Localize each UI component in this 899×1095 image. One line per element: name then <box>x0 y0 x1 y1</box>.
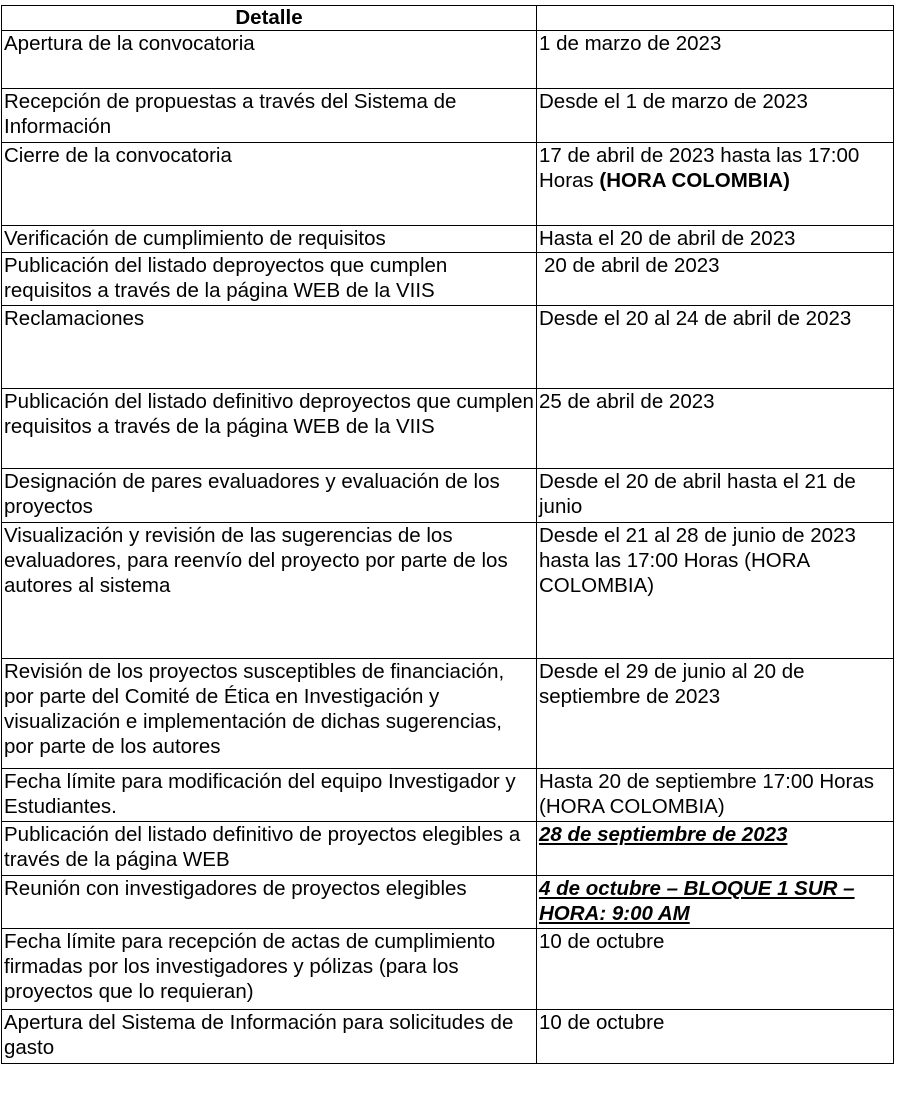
table-row <box>2 31 894 89</box>
detail-cell: Visualización y revisión de las sugerencias de los evaluadores, para reenvío del proyecto por parte de los autores al sistema <box>2 523 537 659</box>
detail-cell: Designación de pares evaluadores y evaluación de los proyectos <box>2 469 537 523</box>
detail-cell: Publicación del listado definitivo deproyectos que cumplen requisitos a través de la página WEB de la VIIS <box>2 389 537 469</box>
table-row <box>2 143 894 226</box>
date-cell <box>537 253 894 306</box>
table-row <box>2 659 894 769</box>
table-row <box>2 1010 894 1064</box>
detail-cell: Cierre de la convocatoria <box>2 143 537 226</box>
detail-cell: Fecha límite para modificación del equipo Investigador y Estudiantes. <box>2 769 537 822</box>
header-fecha <box>537 6 894 31</box>
table-row <box>2 89 894 143</box>
date-cell: 10 de octubre <box>537 1010 894 1064</box>
detail-cell: Revisión de los proyectos susceptibles de financiación, por parte del Comité de Ética en Investigación y visualización e implementación de dichas sugerencias, por parte de los autores <box>2 659 537 769</box>
detail-cell: Recepción de propuestas a través del Sistema de Información <box>2 89 537 143</box>
date-cell: Desde el 20 al 24 de abril de 2023 <box>537 306 894 389</box>
table-row <box>2 876 894 929</box>
date-cell: Desde el 21 al 28 de junio de 2023 hasta las 17:00 Horas (HORA COLOMBIA) <box>537 523 894 659</box>
detail-cell: Reclamaciones <box>2 306 537 389</box>
table-row <box>2 929 894 1010</box>
detail-cell: Publicación del listado definitivo de proyectos elegibles a través de la página WEB <box>2 822 537 876</box>
table-row <box>2 226 894 253</box>
table-row <box>2 822 894 876</box>
date-cell <box>537 143 894 226</box>
schedule-table <box>1 5 894 1064</box>
table-row <box>2 306 894 389</box>
date-cell: 4 de octubre – BLOQUE 1 SUR – HORA: 9:00 AM <box>537 876 894 929</box>
date-cell: Hasta el 20 de abril de 2023 <box>537 226 894 253</box>
date-cell: Desde el 20 de abril hasta el 21 de junio <box>537 469 894 523</box>
table-header-row <box>2 6 894 31</box>
detail-cell: Apertura del Sistema de Información para solicitudes de gasto <box>2 1010 537 1064</box>
date-cell: 25 de abril de 2023 <box>537 389 894 469</box>
detail-cell: Publicación del listado deproyectos que cumplen requisitos a través de la página WEB de la VIIS <box>2 253 537 306</box>
date-cell: 1 de marzo de 2023 <box>537 31 894 89</box>
table-row <box>2 523 894 659</box>
date-text: 20 de abril de 2023 <box>544 254 720 277</box>
date-cell: Desde el 1 de marzo de 2023 <box>537 89 894 143</box>
date-cell: Hasta 20 de septiembre 17:00 Horas (HORA COLOMBIA) <box>537 769 894 822</box>
detail-cell: Fecha límite para recepción de actas de cumplimiento firmadas por los investigadores y pólizas (para los proyectos que lo requieran) <box>2 929 537 1010</box>
table-row <box>2 769 894 822</box>
date-cell: 10 de octubre <box>537 929 894 1010</box>
detail-cell: Verificación de cumplimiento de requisitos <box>2 226 537 253</box>
date-text: 17 de abril de 2023 hasta las 17:00 Horas <box>539 144 860 192</box>
date-cell: 28 de septiembre de 2023 <box>537 822 894 876</box>
table-row <box>2 469 894 523</box>
header-detalle: Detalle <box>2 6 537 31</box>
table-row <box>2 389 894 469</box>
date-cell: Desde el 29 de junio al 20 de septiembre de 2023 <box>537 659 894 769</box>
date-strong-text: (HORA COLOMBIA) <box>599 169 790 192</box>
detail-cell: Reunión con investigadores de proyectos elegibles <box>2 876 537 929</box>
table-row <box>2 253 894 306</box>
detail-cell: Apertura de la convocatoria <box>2 31 537 89</box>
